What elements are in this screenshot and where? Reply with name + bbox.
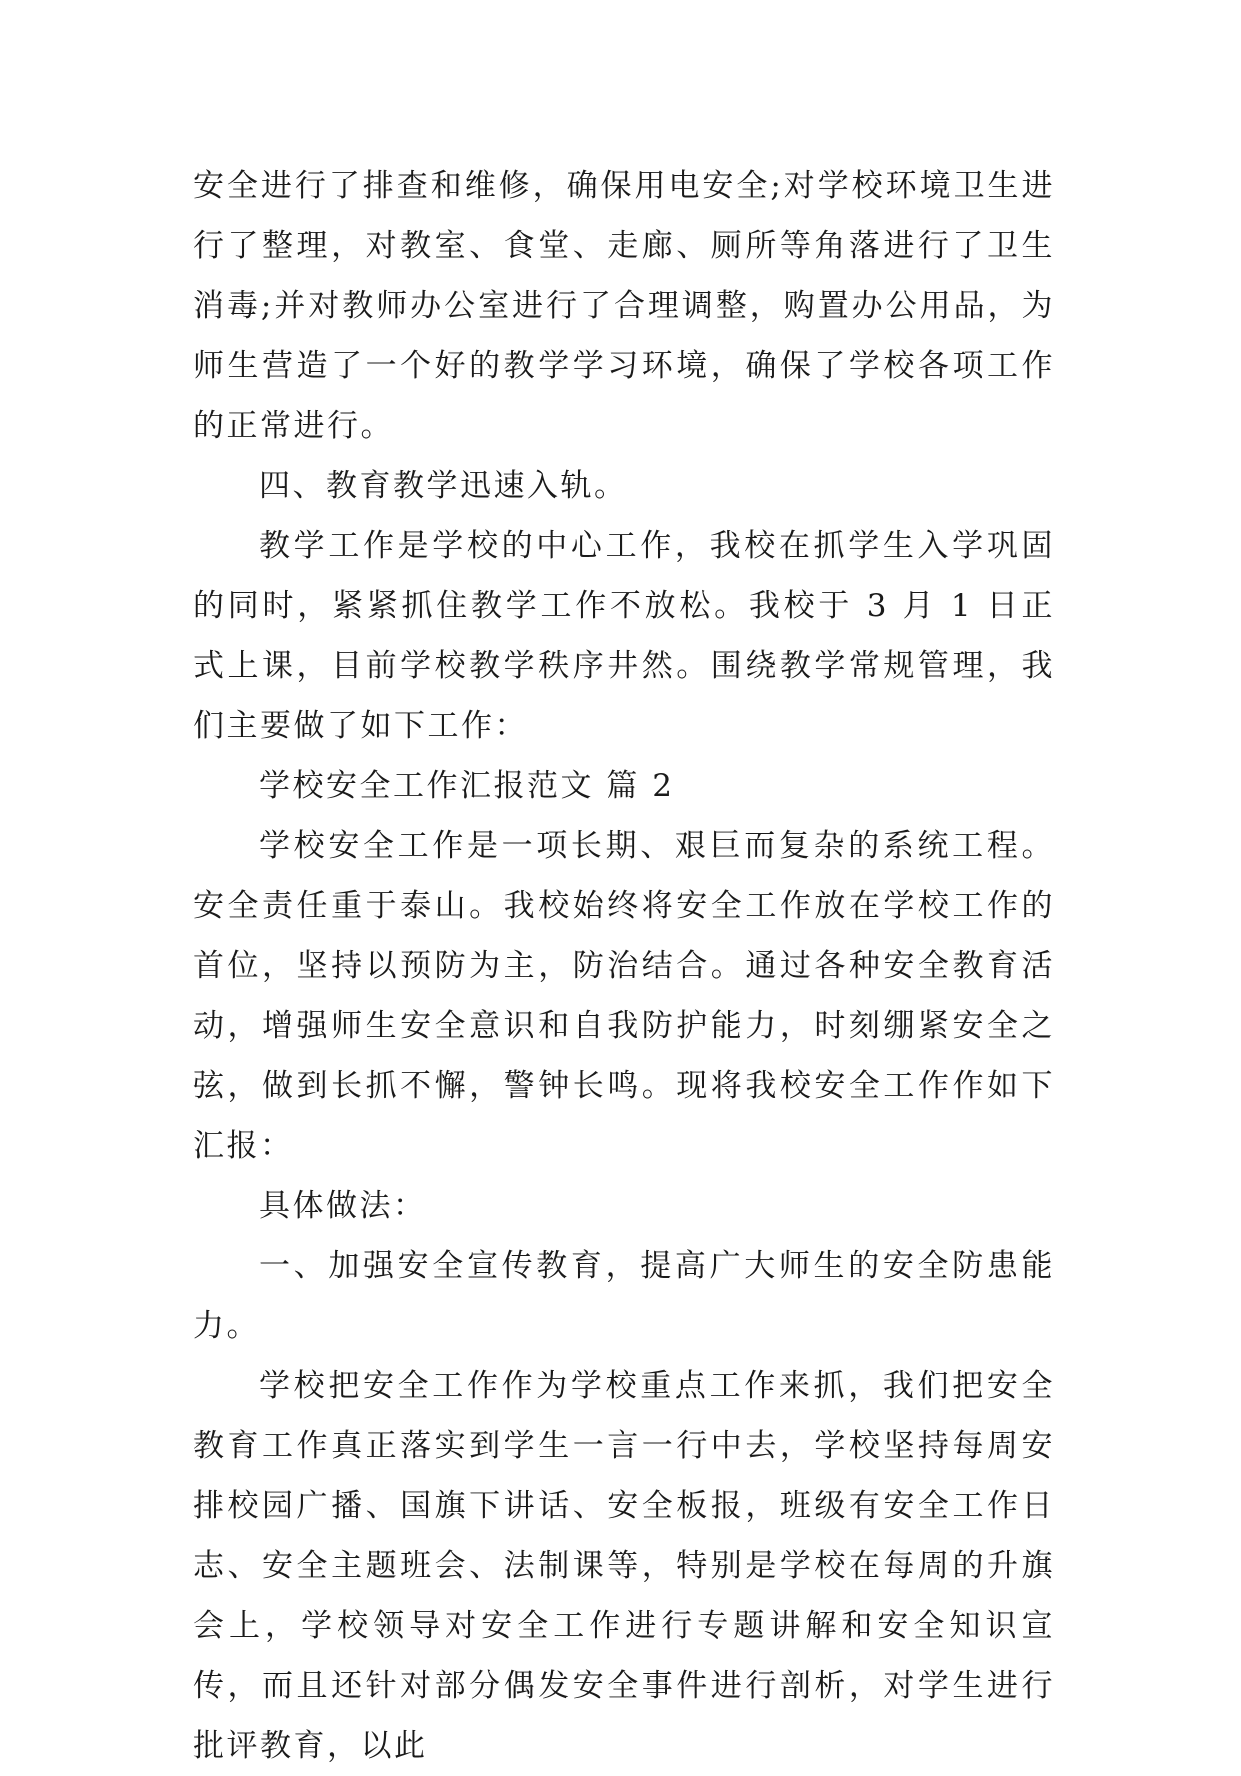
section-heading-safety-education: 一、加强安全宣传教育，提高广大师生的安全防患能力。 — [193, 1248, 1055, 1344]
subheading-specific-methods: 具体做法： — [259, 1188, 427, 1224]
section-heading-teaching: 四、教育教学迅速入轨。 — [259, 468, 628, 504]
paragraph-safety-intro: 学校安全工作是一项长期、艰巨而复杂的系统工程。安全责任重于泰山。我校始终将安全工作放在学校工作的首位，坚持以预防为主，防治结合。通过各种安全教育活动，增强师生安全意识和自我防护能力，时刻绷紧安全之弦，做到长抓不懈，警钟长鸣。现将我校安全工作作如下汇报： — [193, 828, 1055, 1164]
paragraph-safety-education: 学校把安全工作作为学校重点工作来抓，我们把安全教育工作真正落实到学生一言一行中去，学校坚持每周安排校园广播、国旗下讲话、安全板报，班级有安全工作日志、安全主题班会、法制课等，特别是学校在每周的升旗会上，学校领导对安全工作进行专题讲解和安全知识宣传，而且还针对部分偶发安全事件进行剖析，对学生进行批评教育，以此 — [193, 1368, 1055, 1764]
paragraph-teaching-work: 教学工作是学校的中心工作，我校在抓学生入学巩固的同时，紧紧抓住教学工作不放松。我校于 3 月 1 日正式上课，目前学校教学秩序井然。围绕教学常规管理，我们主要做了如下工作： — [193, 528, 1055, 744]
document-body — [193, 156, 1055, 1776]
paragraph-continuation: 安全进行了排查和维修，确保用电安全;对学校环境卫生进行了整理，对教室、食堂、走廊、厕所等角落进行了卫生消毒;并对教师办公室进行了合理调整，购置办公用品，为师生营造了一个好的教学学习环境，确保了学校各项工作的正常进行。 — [193, 168, 1055, 444]
article-title-part-2: 学校安全工作汇报范文 篇 2 — [259, 768, 675, 804]
